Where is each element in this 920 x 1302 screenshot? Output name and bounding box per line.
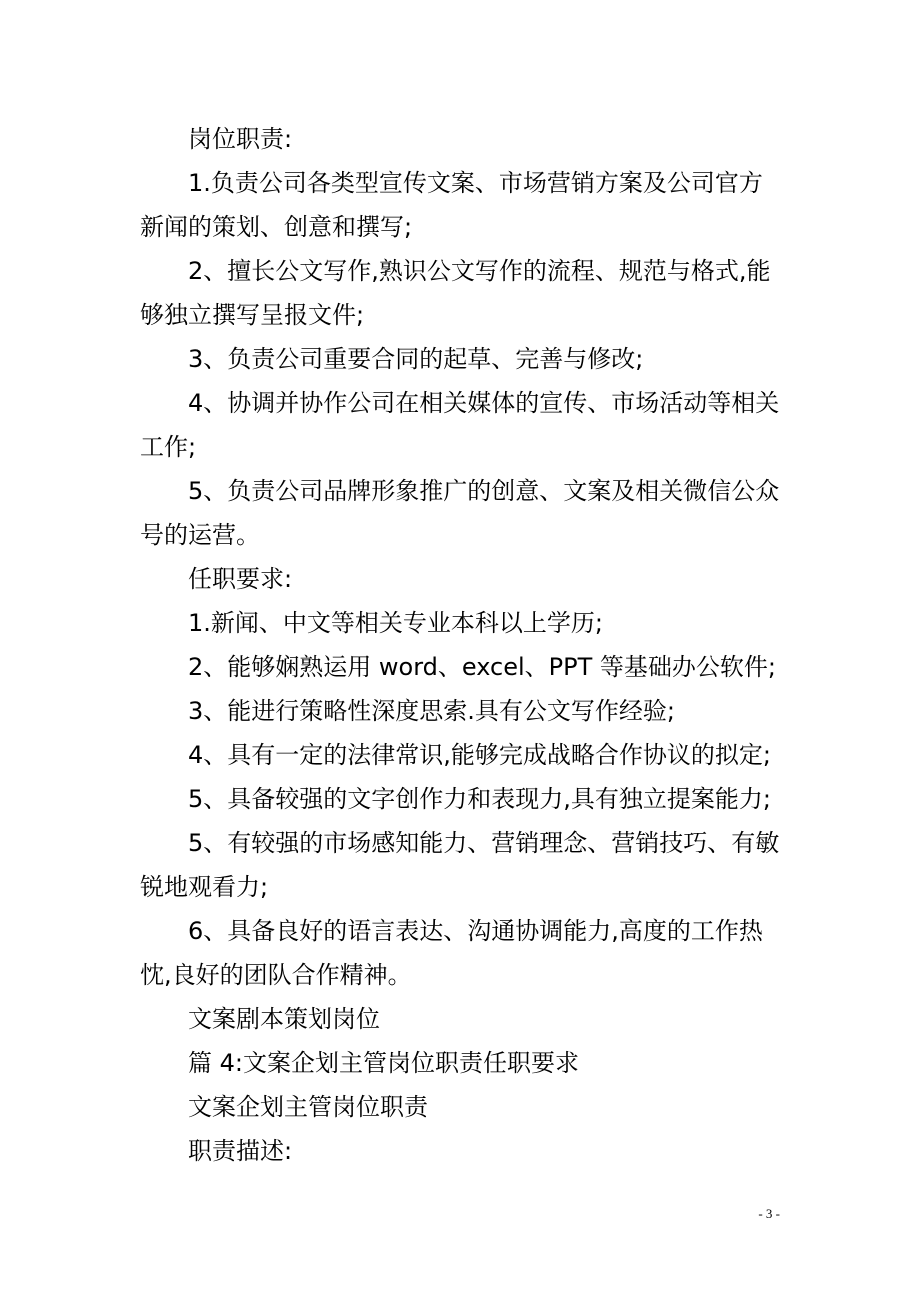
duty-item-4: 4、协调并协作公司在相关媒体的宣传、市场活动等相关工作; bbox=[140, 389, 780, 461]
requirement-item-5b: 5、有较强的市场感知能力、营销理念、营销技巧、有敏锐地观看力; bbox=[140, 829, 780, 901]
position-title: 文案剧本策划岗位 bbox=[188, 1005, 380, 1033]
section-heading-duties: 岗位职责: bbox=[188, 125, 293, 153]
duty-item-3: 3、负责公司重要合同的起草、完善与修改; bbox=[188, 345, 644, 373]
section-heading-description: 职责描述: bbox=[188, 1137, 293, 1165]
requirement-item-5a: 5、具备较强的文字创作力和表现力,具有独立提案能力; bbox=[188, 785, 771, 813]
article-heading: 篇 4:文案企划主管岗位职责任职要求 bbox=[188, 1049, 579, 1077]
requirement-item-1: 1.新闻、中文等相关专业本科以上学历; bbox=[188, 609, 603, 637]
requirement-item-2: 2、能够娴熟运用 word、excel、PPT 等基础办公软件; bbox=[188, 653, 776, 681]
document-body bbox=[140, 117, 780, 1173]
requirement-item-6: 6、具备良好的语言表达、沟通协调能力,高度的工作热忱,良好的团队合作精神。 bbox=[140, 917, 763, 989]
duty-item-1: 1.负责公司各类型宣传文案、市场营销方案及公司官方新闻的策划、创意和撰写; bbox=[140, 169, 763, 241]
page-number: - 3 - bbox=[758, 1206, 780, 1221]
requirement-item-4: 4、具有一定的法律常识,能够完成战略合作协议的拟定; bbox=[188, 741, 771, 769]
section-heading-requirements: 任职要求: bbox=[188, 565, 293, 593]
duty-item-5: 5、负责公司品牌形象推广的创意、文案及相关微信公众号的运营。 bbox=[140, 477, 780, 549]
duty-item-2: 2、擅长公文写作,熟识公文写作的流程、规范与格式,能够独立撰写呈报文件; bbox=[140, 257, 771, 329]
requirement-item-3: 3、能进行策略性深度思索.具有公文写作经验; bbox=[188, 697, 675, 725]
subsection-title: 文案企划主管岗位职责 bbox=[188, 1093, 428, 1121]
